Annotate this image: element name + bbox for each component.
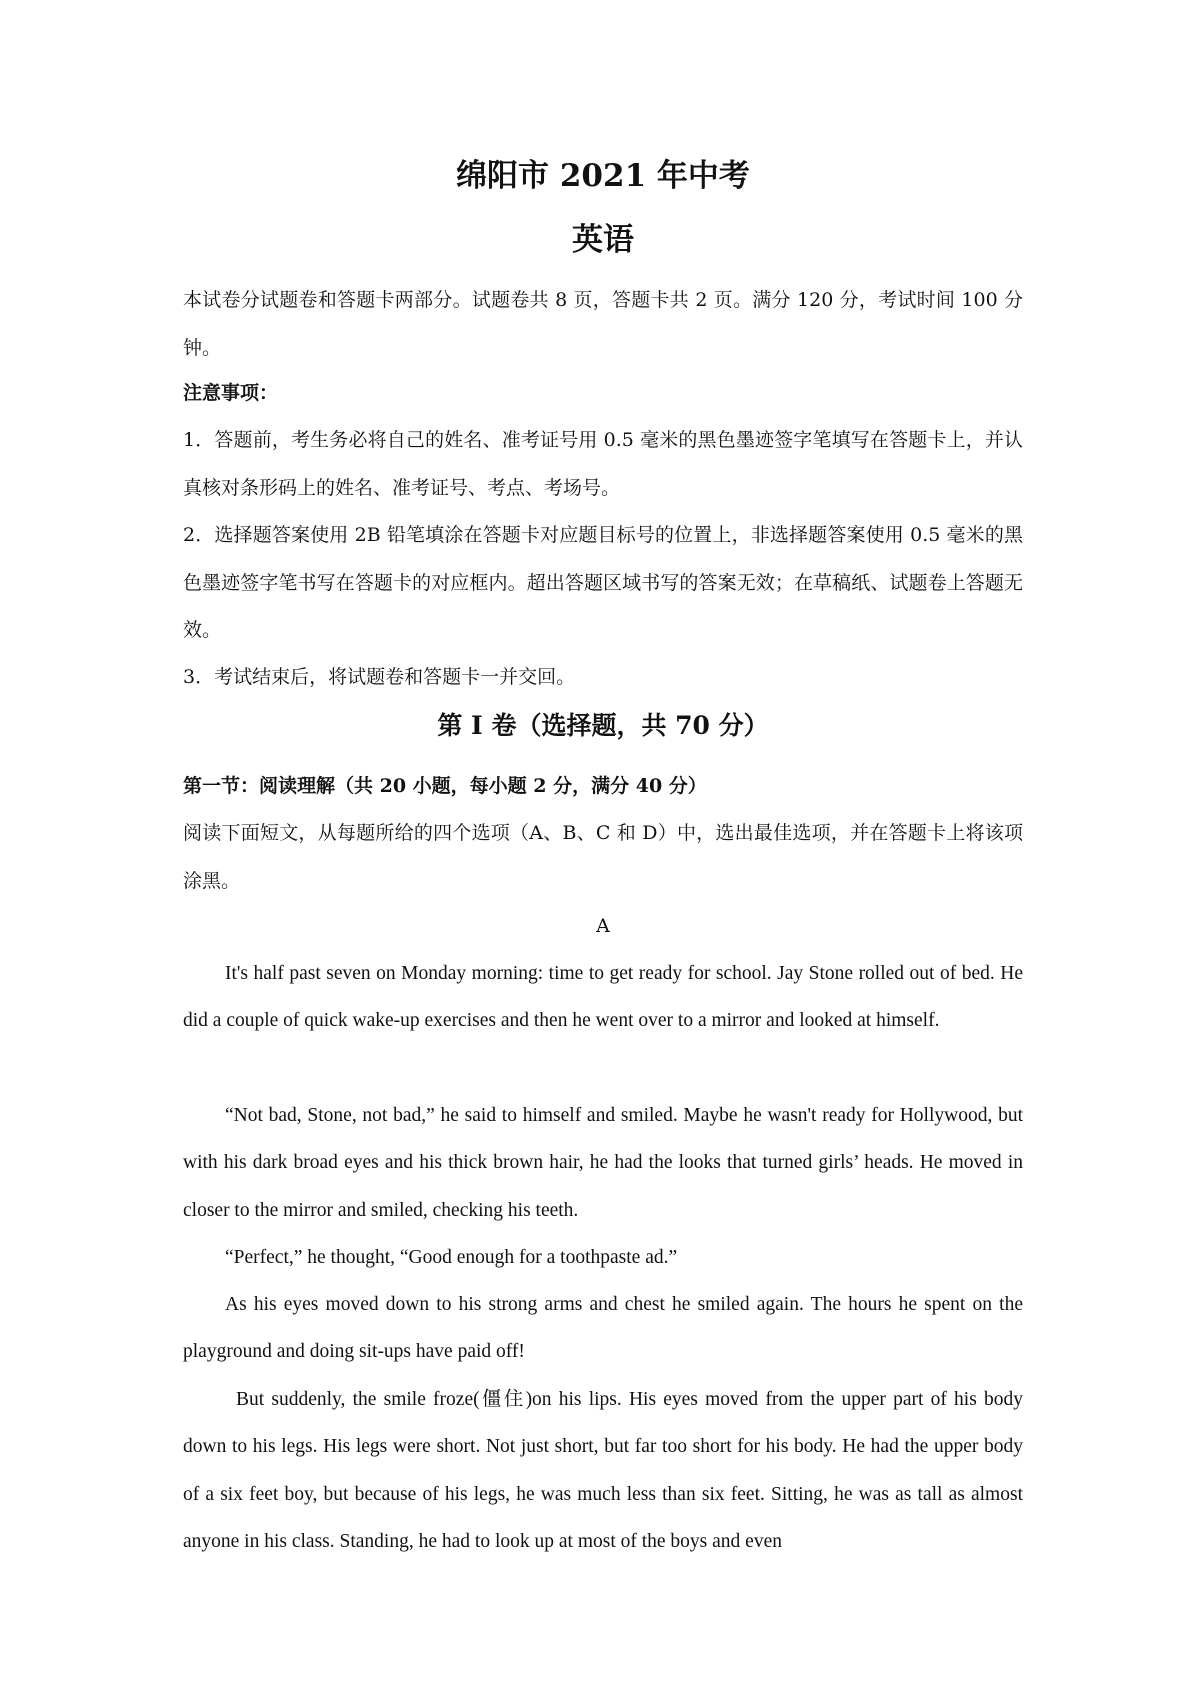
note-item: 2．选择题答案使用 2B 铅笔填涂在答题卡对应题目标号的位置上，非选择题答案使用 0.5 毫米的黑色墨迹签字笔书写在答题卡的对应框内。超出答题区域书写的答案无效；在草稿纸、试题卷上答题无效。	[183, 524, 1023, 641]
subject-title: 英语	[572, 222, 634, 258]
note-item: 1．答题前，考生务必将自己的姓名、准考证号用 0.5 毫米的黑色墨迹签字笔填写在答题卡上，并认真核对条形码上的姓名、准考证号、考点、考场号。	[183, 429, 1023, 499]
passage-paragraph: As his eyes moved down to his strong arms and chest he smiled again. The hours he spent on the playground and doing sit-ups have paid off!	[183, 1294, 1023, 1363]
passage-paragraph: But suddenly, the smile froze(僵住)on his lips. His eyes moved from the upper part of his body down to his legs. His legs were short. Not just short, but far too short for his body. He had the upper body of a six feet boy, but because of his legs, he was much less than six feet. Sitting, he was as tall as almost anyone in his class. Standing, he had to look up at most of the boys and even	[183, 1389, 1023, 1553]
notes-heading: 注意事项：	[183, 382, 279, 404]
exam-title: 绵阳市 2021 年中考	[456, 158, 750, 194]
part-title: 第 I 卷（选择题，共 70 分）	[437, 711, 769, 740]
note-item: 3．考试结束后，将试题卷和答题卡一并交回。	[183, 666, 576, 688]
instruction-text: 阅读下面短文，从每题所给的四个选项（A、B、C 和 D）中，选出最佳选项，并在答题卡上将该项涂黑。	[183, 822, 1023, 892]
passage-paragraph: “Not bad, Stone, not bad,” he said to himself and smiled. Maybe he wasn't ready for Hollywood, but with his dark broad eyes and his thick brown hair, he had the looks that turned girls’ heads. He moved in closer to the mirror and smiled, checking his teeth.	[183, 1105, 1023, 1221]
section-heading: 第一节：阅读理解（共 20 小题，每小题 2 分，满分 40 分）	[183, 775, 707, 797]
intro-text: 本试卷分试题卷和答题卡两部分。试题卷共 8 页，答题卡共 2 页。满分 120 分，考试时间 100 分钟。	[183, 289, 1023, 359]
passage-paragraph: It's half past seven on Monday morning: time to get ready for school. Jay Stone rolled out of bed. He did a couple of quick wake-up exercises and then he went over to a mirror and looked at himself.	[183, 963, 1023, 1032]
passage-paragraph: “Perfect,” he thought, “Good enough for a toothpaste ad.”	[225, 1247, 678, 1268]
passage-letter: A	[596, 915, 610, 937]
